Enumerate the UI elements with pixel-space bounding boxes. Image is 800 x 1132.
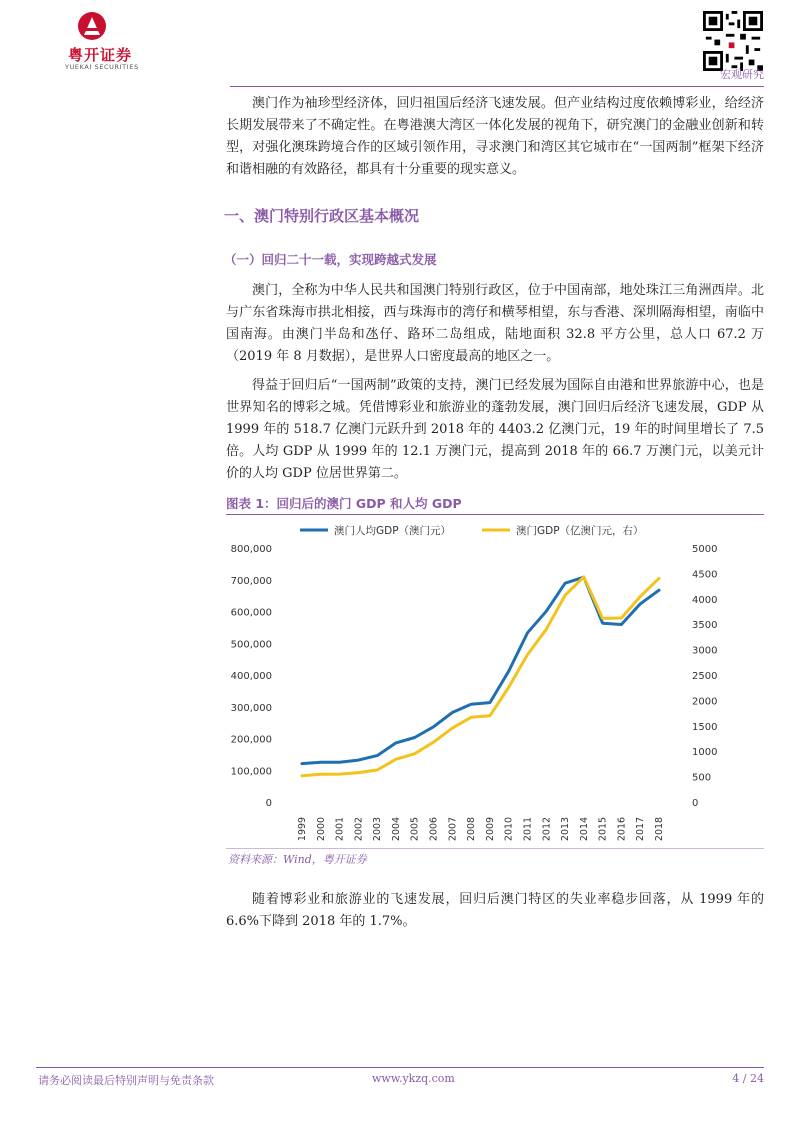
right-tick-label: 3500 <box>692 620 718 632</box>
right-tick-label: 3000 <box>692 645 718 657</box>
footer-divider <box>36 1067 764 1068</box>
x-tick-label: 2003 <box>372 816 384 842</box>
brand-name-cn: 粤开证券 <box>68 46 133 64</box>
right-tick-label: 1000 <box>692 747 718 759</box>
figure-bottom-divider <box>226 848 764 849</box>
left-tick-label: 200,000 <box>230 734 272 746</box>
section-heading: 一、澳门特别行政区基本概况 <box>224 207 420 225</box>
footer-url[interactable]: www.ykzq.com <box>372 1072 455 1085</box>
right-tick-label: 2000 <box>692 696 718 708</box>
intro-paragraph: 澳门作为袖珍型经济体，回归祖国后经济飞速发展。但产业结构过度依赖博彩业，给经济长期发展带来了不确定性。在粤港澳大湾区一体化发展的视角下，研究澳门的金融业创新和转型，对强化澳珠跨境合作的区域引领作用，寻求澳门和湾区其它城市在“一国两制”框架下经济和谐相融的有效路径，都具有十分重要的现实意义。 <box>226 96 764 177</box>
brand-name-en: YUEKAI SECURITIES <box>65 63 139 71</box>
right-axis <box>692 544 717 809</box>
right-tick-label: 5000 <box>692 544 718 555</box>
chart-series <box>302 577 659 776</box>
x-tick-label: 2013 <box>560 816 572 842</box>
x-tick-label: 2004 <box>390 816 402 842</box>
body-paragraph-2: 得益于回归后“一国两制”政策的支持，澳门已经发展为国际自由港和世界旅游中心，也是世界知名的博彩之城。凭借博彩业和旅游业的蓬勃发展，澳门回归后经济飞速发展，GDP 从 1999 年的 518.7 亿澳门元跃升到 2018 年的 4403.2 亿澳门元，19 年的时间里增长了 7.5 倍。人均 GDP 从 1999 年的 12.1 万澳门元，提高到 2018 年的 66.7 万澳门元，以美元计价的人均 GDP 位居世界第二。 <box>226 378 764 481</box>
body-paragraph-1: 澳门，全称为中华人民共和国澳门特别行政区，位于中国南部，地处珠江三角洲西岸。北与广东省珠海市拱北相接，西与珠海市的湾仔和横琴相望，东与香港、深圳隔海相望，南临中国南海。由澳门半岛和氹仔、路环二岛组成，陆地面积 32.8 平方公里，总人口 67.2 万（2019 年 8 月数据），是世界人口密度最高的地区之一。 <box>226 283 764 364</box>
x-tick-label: 2010 <box>503 816 515 842</box>
subsection-heading: （一）回归二十一载，实现跨越式发展 <box>224 252 437 267</box>
header-divider <box>230 86 764 87</box>
right-tick-label: 1500 <box>692 721 718 733</box>
left-tick-label: 300,000 <box>230 702 272 714</box>
figure-title: 图表 1：回归后的澳门 GDP 和人均 GDP <box>226 496 462 511</box>
x-tick-label: 2007 <box>447 816 459 842</box>
series-line <box>302 577 659 776</box>
page-header <box>0 0 800 90</box>
legend-label: 澳门人均GDP（澳门元） <box>334 525 452 537</box>
page-number: 4 / 24 <box>732 1072 764 1085</box>
left-tick-label: 400,000 <box>230 671 272 682</box>
body-paragraph-3: 随着博彩业和旅游业的飞速发展，回归后澳门特区的失业率稳步回落，从 1999 年的 6.6%下降到 2018 年的 1.7%。 <box>226 892 764 929</box>
x-tick-label: 2012 <box>541 816 553 842</box>
right-tick-label: 0 <box>692 798 699 809</box>
x-tick-label: 2006 <box>428 816 440 842</box>
footer-disclaimer[interactable]: 请务必阅读最后特别声明与免责条款 <box>38 1074 214 1087</box>
x-tick-label: 2017 <box>635 816 647 842</box>
figure-source: 资料来源：Wind，粤开证券 <box>228 853 367 866</box>
x-tick-label: 2014 <box>578 816 590 842</box>
series-line <box>302 577 659 763</box>
right-tick-label: 500 <box>692 772 712 784</box>
x-tick-label: 1999 <box>297 816 308 842</box>
left-tick-label: 600,000 <box>230 607 272 619</box>
x-tick-label: 2002 <box>353 816 365 842</box>
chart-legend <box>300 524 644 537</box>
left-axis <box>231 544 272 809</box>
section-label: 宏观研究 <box>720 68 764 81</box>
legend-label: 澳门GDP（亿澳门元，右） <box>516 525 644 537</box>
figure-divider <box>226 514 764 515</box>
x-tick-label: 2005 <box>409 816 421 842</box>
x-tick-label: 2009 <box>484 816 496 842</box>
left-tick-label: 500,000 <box>230 639 272 651</box>
left-tick-label: 700,000 <box>230 575 272 587</box>
x-tick-label: 2011 <box>522 816 534 842</box>
x-axis <box>297 817 665 841</box>
right-tick-label: 4500 <box>692 569 718 581</box>
x-tick-label: 2008 <box>466 816 478 842</box>
x-tick-label: 2000 <box>315 816 327 842</box>
right-tick-label: 4000 <box>692 594 718 606</box>
left-tick-label: 100,000 <box>230 766 272 778</box>
gdp-line-chart <box>226 516 764 846</box>
right-tick-label: 2500 <box>692 671 718 682</box>
x-tick-label: 2001 <box>334 816 346 842</box>
qr-code-icon[interactable] <box>703 11 763 71</box>
left-tick-label: 0 <box>265 798 272 809</box>
x-tick-label: 2015 <box>597 816 609 842</box>
x-tick-label: 2018 <box>654 816 665 842</box>
x-tick-label: 2016 <box>616 816 628 842</box>
left-tick-label: 800,000 <box>230 544 272 555</box>
